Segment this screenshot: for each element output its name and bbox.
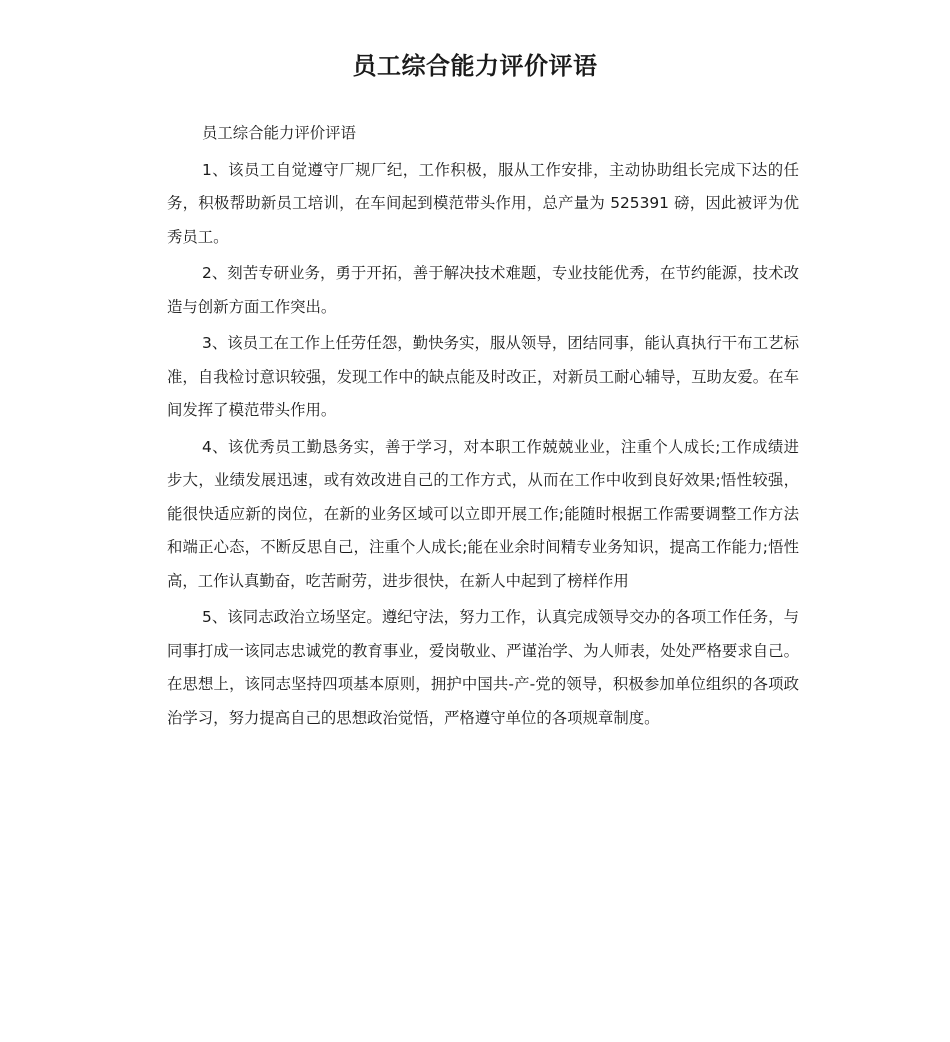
paragraph-2: 2、刻苦专研业务，勇于开拓，善于解决技术难题，专业技能优秀，在节约能源，技术改造与创新方面工作突出。 (167, 264, 799, 316)
paragraph-5: 5、该同志政治立场坚定。遵纪守法，努力工作，认真完成领导交办的各项工作任务，与同事打成一该同志忠诚党的教育事业，爱岗敬业、严谨治学、为人师表，处处严格要求自己。在思想上，该同志坚持四项基本原则，拥护中国共-产-党的领导，积极参加单位组织的各项政治学习，努力提高自己的思想政治觉悟，严格遵守单位的各项规章制度。 (167, 608, 799, 727)
document-title: 员工综合能力评价评语 (352, 52, 598, 80)
paragraph-1: 1、该员工自觉遵守厂规厂纪，工作积极，服从工作安排，主动协助组长完成下达的任务，积极帮助新员工培训，在车间起到模范带头作用，总产量为 525391 磅，因此被评为优秀员工。 (167, 160, 799, 246)
document-body (167, 117, 799, 738)
paragraph-3: 3、该员工在工作上任劳任怨，勤快务实，服从领导，团结同事，能认真执行干布工艺标准，自我检讨意识较强，发现工作中的缺点能及时改正，对新员工耐心辅导，互助友爱。在车间发挥了模范带头作用。 (167, 334, 799, 419)
document-subtitle: 员工综合能力评价评语 (202, 124, 356, 142)
paragraph-4: 4、该优秀员工勤恳务实，善于学习，对本职工作兢兢业业，注重个人成长;工作成绩进步大，业绩发展迅速，或有效改进自己的工作方式，从而在工作中收到良好效果;悟性较强，能很快适应新的岗位，在新的业务区域可以立即开展工作;能随时根据工作需要调整工作方法和端正心态，不断反思自己，注重个人成长;能在业余时间精专业务知识，提高工作能力;悟性高，工作认真勤奋，吃苦耐劳，进步很快，在新人中起到了榜样作用 (167, 437, 799, 590)
